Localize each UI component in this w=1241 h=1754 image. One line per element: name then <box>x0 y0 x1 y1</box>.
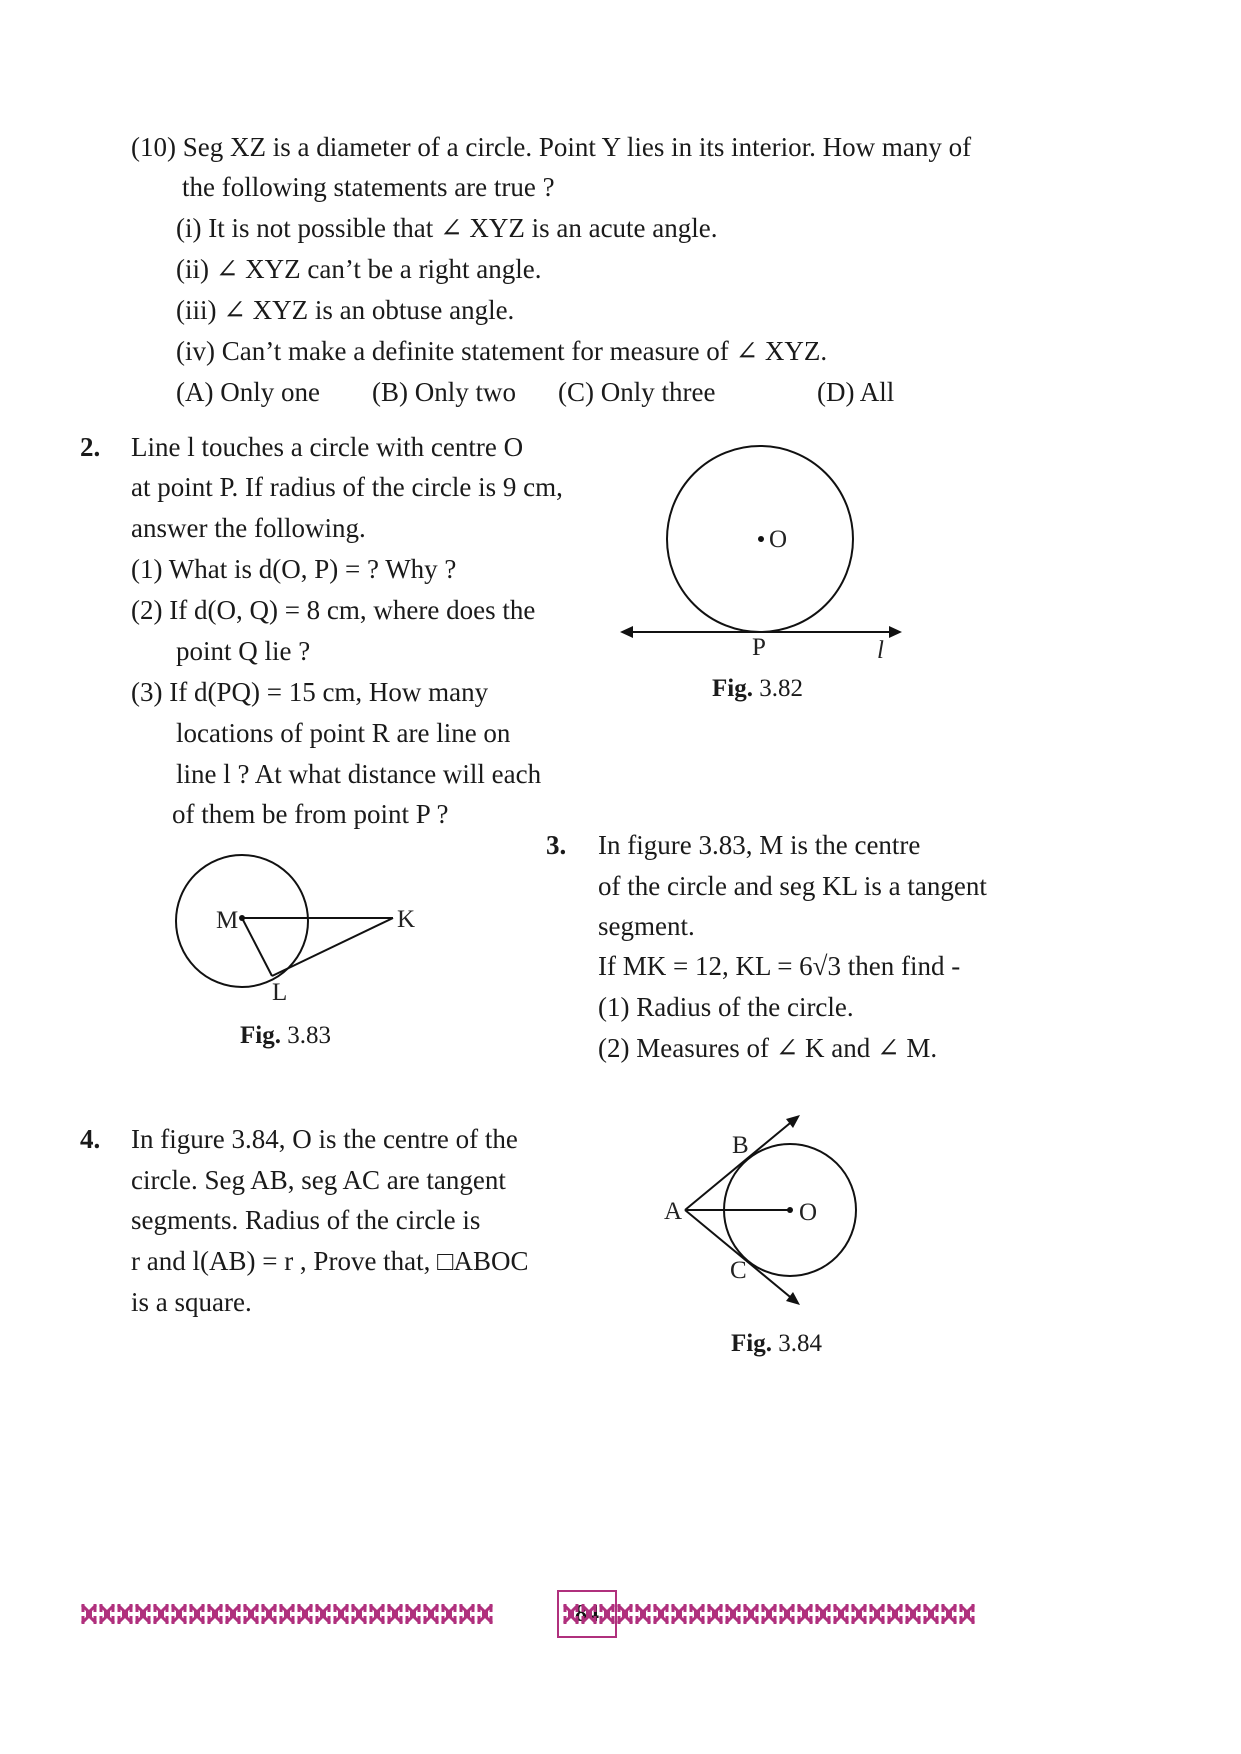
q2-part2-cont: point Q lie ? <box>176 636 311 666</box>
q2-part1: (1) What is d(O, P) = ? Why ? <box>131 554 457 584</box>
fig382-label-p: P <box>752 634 766 661</box>
fig384-caption-num: 3.84 <box>778 1330 822 1357</box>
q3-part1: (1) Radius of the circle. <box>598 992 854 1022</box>
q2-part2: (2) If d(O, Q) = 8 cm, where does the <box>131 595 536 625</box>
q2-line1: Line l touches a circle with centre O <box>131 432 524 462</box>
figure-3-83 <box>170 850 430 1010</box>
q3-part2: (2) Measures of ∠ K and ∠ M. <box>598 1033 938 1063</box>
q10-intro-line1: (10) Seg XZ is a diameter of a circle. Point Y lies in its interior. How many of <box>131 132 972 162</box>
q2-part3: (3) If d(PQ) = 15 cm, How many <box>131 677 489 707</box>
fig383-seg-ml <box>242 918 272 976</box>
fig382-caption <box>712 675 803 703</box>
footer-border-left <box>80 1599 494 1629</box>
q3-line1: In figure 3.83, M is the centre <box>598 830 921 860</box>
q4-number: 4. <box>80 1124 101 1154</box>
q3-line2: of the circle and seg KL is a tangent <box>598 871 987 901</box>
fig382-caption-bold: Fig. <box>712 675 753 702</box>
q10-option-d: (D) All <box>817 377 895 407</box>
q10-option-c: (C) Only three <box>558 377 716 407</box>
fig382-label-o: O <box>769 526 788 553</box>
q3-line3: segment. <box>598 911 695 941</box>
fig382-label-l: l <box>877 637 884 664</box>
q4-line3: segments. Radius of the circle is <box>131 1205 481 1235</box>
fig384-caption-bold: Fig. <box>731 1330 772 1357</box>
fig382-caption-num: 3.82 <box>759 675 803 702</box>
fig383-label-k: K <box>397 906 416 933</box>
q2-line2: at point P. If radius of the circle is 9 cm, <box>131 472 563 502</box>
fig383-label-m: M <box>216 907 239 934</box>
fig383-caption <box>240 1022 331 1050</box>
q2-part3-cont1: locations of point R are line on <box>176 718 511 748</box>
fig384-label-b: B <box>732 1132 749 1159</box>
fig384-arrow-top <box>786 1115 800 1128</box>
q2-part3-cont3: of them be from point P ? <box>172 799 449 829</box>
q4-line1: In figure 3.84, O is the centre of the <box>131 1124 518 1154</box>
q3-line4: If MK = 12, KL = 6√3 then find - <box>598 951 961 981</box>
fig384-label-a: A <box>664 1198 683 1225</box>
fig382-arrow-left <box>620 626 633 638</box>
q10-intro-line2: the following statements are true ? <box>182 172 555 202</box>
fig383-seg-kl <box>272 918 393 976</box>
q10-statement-3: (iii) ∠ XYZ is an obtuse angle. <box>176 295 515 325</box>
fig383-caption-bold: Fig. <box>240 1022 281 1049</box>
q4-line2: circle. Seg AB, seg AC are tangent <box>131 1165 506 1195</box>
q3-number: 3. <box>546 830 567 860</box>
q4-line5: is a square. <box>131 1287 252 1317</box>
q2-line3: answer the following. <box>131 513 366 543</box>
fig384-centre-dot <box>787 1207 793 1213</box>
q4-line4: r and l(AB) = r , Prove that, □ABOC <box>131 1246 529 1276</box>
fig382-centre-dot <box>758 536 764 542</box>
q10-option-b: (B) Only two <box>372 377 516 407</box>
fig383-label-l: L <box>272 979 288 1006</box>
figure-3-84 <box>655 1110 875 1310</box>
q10-option-a: (A) Only one <box>176 377 320 407</box>
fig384-label-o: O <box>799 1199 818 1226</box>
fig383-caption-num: 3.83 <box>287 1022 331 1049</box>
footer-border-right <box>562 1599 976 1629</box>
q2-part3-cont2: line l ? At what distance will each <box>176 759 542 789</box>
fig384-tangent-ac <box>685 1210 795 1301</box>
figure-3-82 <box>615 460 915 690</box>
fig384-arrow-bottom <box>786 1292 800 1305</box>
q10-statement-4: (iv) Can’t make a definite statement for measure of ∠ XYZ. <box>176 336 828 366</box>
q2-number: 2. <box>80 432 101 462</box>
q10-statement-2: (ii) ∠ XYZ can’t be a right angle. <box>176 254 542 284</box>
fig384-label-c: C <box>730 1257 747 1284</box>
fig382-arrow-right <box>889 626 902 638</box>
q10-statement-1: (i) It is not possible that ∠ XYZ is an acute angle. <box>176 213 718 243</box>
fig384-caption <box>731 1330 822 1358</box>
fig383-centre-dot <box>239 915 245 921</box>
